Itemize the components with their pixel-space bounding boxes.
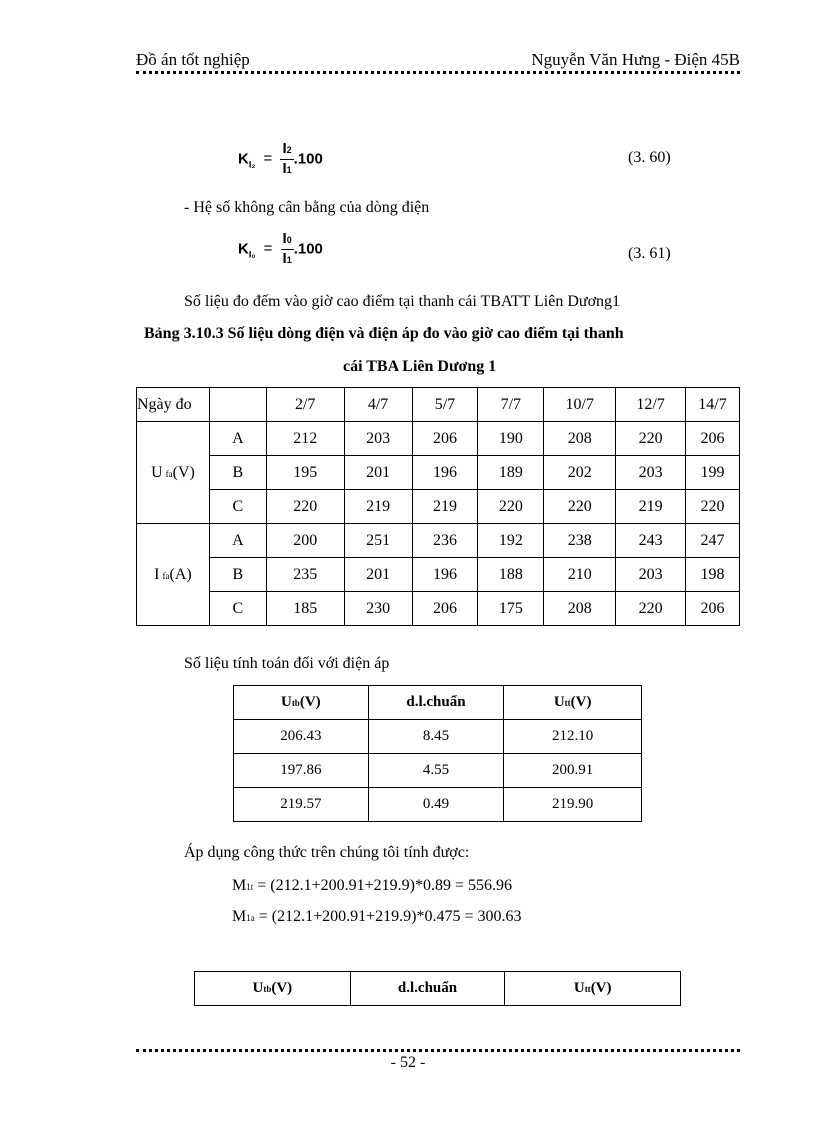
header-date: 14/7: [686, 388, 740, 422]
header-cell: [505, 972, 681, 1006]
table-header-row: [137, 388, 740, 422]
denominator-sub: 1: [286, 165, 292, 175]
value-cell: 220: [616, 422, 686, 456]
page-number: - 52 -: [390, 1054, 426, 1071]
equation-number-3-60: (3. 60): [628, 149, 671, 166]
table-header-row: [195, 972, 681, 1006]
value-cell: 236: [412, 524, 478, 558]
value-cell: 243: [616, 524, 686, 558]
group-symbol: I: [154, 565, 160, 583]
group-sub: fa: [165, 468, 173, 479]
calc-m1a: [232, 908, 521, 926]
header-phase-blank: [209, 388, 266, 422]
value-cell: 8.45: [368, 720, 504, 754]
group-label: [137, 524, 210, 626]
table-caption-line2: cái TBA Liên Dương 1: [343, 358, 497, 375]
bullet-text: - Hệ số không cân bằng của dòng điện: [184, 199, 430, 216]
value-cell: 188: [478, 558, 544, 592]
value-cell: 206: [412, 592, 478, 626]
value-cell: 206: [412, 422, 478, 456]
phase-cell: C: [209, 490, 266, 524]
table-row: [137, 422, 740, 456]
value-cell: 219: [412, 490, 478, 524]
header-cell: [368, 686, 504, 720]
value-cell: 210: [544, 558, 616, 592]
header-date: 4/7: [344, 388, 412, 422]
footer-divider: [136, 1049, 740, 1052]
header-date: 7/7: [478, 388, 544, 422]
header-date: 5/7: [412, 388, 478, 422]
value-cell: 189: [478, 456, 544, 490]
calc-m1a-symbol: M: [232, 908, 247, 925]
value-cell: 185: [266, 592, 344, 626]
formula-lhs-sub: I₀: [248, 249, 256, 260]
table-row: [137, 490, 740, 524]
paragraph-voltage-calc: Số liệu tính toán đối với điện áp: [184, 655, 390, 672]
table-row: [137, 456, 740, 490]
value-cell: 201: [344, 558, 412, 592]
table-row: [137, 592, 740, 626]
value-cell: 203: [616, 456, 686, 490]
header-sub: tb: [291, 698, 300, 708]
value-cell: 247: [686, 524, 740, 558]
value-cell: 206.43: [234, 720, 369, 754]
header-cell: [195, 972, 351, 1006]
value-cell: 220: [616, 592, 686, 626]
equation-number-3-61: (3. 61): [628, 245, 671, 262]
value-cell: 203: [344, 422, 412, 456]
table-row: [234, 754, 642, 788]
denominator: I: [282, 160, 287, 177]
group-label: [137, 422, 210, 524]
measurement-table: [136, 387, 740, 626]
formula-tail: .100: [293, 150, 323, 168]
header-main: U: [553, 694, 565, 710]
formula-3-60: $K_{I_2}$ = $\frac{I2}{I1}$ .100: [238, 140, 323, 177]
table-row: [137, 524, 740, 558]
value-cell: 198: [686, 558, 740, 592]
value-cell: 251: [344, 524, 412, 558]
value-cell: 208: [544, 422, 616, 456]
value-cell: 190: [478, 422, 544, 456]
header-sub: tb: [263, 984, 272, 994]
value-cell: 196: [412, 456, 478, 490]
calc-m1t: [232, 877, 512, 895]
value-cell: 200.91: [504, 754, 642, 788]
value-cell: 197.86: [234, 754, 369, 788]
value-cell: 219: [616, 490, 686, 524]
header-unit: (V): [271, 980, 293, 996]
value-cell: 208: [544, 592, 616, 626]
value-cell: 202: [544, 456, 616, 490]
header-main: U: [252, 980, 264, 996]
phase-cell: B: [209, 558, 266, 592]
value-cell: 212.10: [504, 720, 642, 754]
header-sub: tt: [564, 698, 571, 708]
header-divider: [136, 71, 740, 74]
phase-cell: A: [209, 524, 266, 558]
voltage-calc-table: [233, 685, 642, 822]
paragraph-measurement: Số liệu đo đếm vào giờ cao điểm tại thanh cái TBATT Liên Dương1: [184, 293, 621, 310]
header-left: Đồ án tốt nghiệp: [136, 50, 250, 69]
value-cell: 235: [266, 558, 344, 592]
value-cell: 220: [544, 490, 616, 524]
header-main: U: [280, 694, 292, 710]
value-cell: 238: [544, 524, 616, 558]
calc-m1t-expression: = (212.1+200.91+219.9)*0.89 = 556.96: [253, 877, 512, 894]
value-cell: 4.55: [368, 754, 504, 788]
formula-lhs: K: [238, 240, 249, 258]
group-symbol: U: [151, 463, 163, 481]
denominator-sub: 1: [286, 255, 292, 265]
value-cell: 206: [686, 422, 740, 456]
header-main: d.l.chuẩn: [397, 980, 458, 996]
value-cell: 175: [478, 592, 544, 626]
header-date: 10/7: [544, 388, 616, 422]
value-cell: 220: [266, 490, 344, 524]
value-cell: 219.57: [234, 788, 369, 822]
value-cell: 196: [412, 558, 478, 592]
formula-lhs-sub: I₂: [248, 159, 256, 170]
value-cell: 206: [686, 592, 740, 626]
header-main: d.l.chuẩn: [406, 694, 466, 710]
group-sub: fa: [162, 570, 170, 581]
formula-fraction: [280, 140, 293, 179]
table-row: [234, 788, 642, 822]
header-sub: tt: [584, 984, 591, 994]
calc-m1a-sub: 1a: [246, 913, 255, 923]
table-header-row: [234, 686, 642, 720]
paragraph-apply-formula: Áp dụng công thức trên chúng tôi tính được:: [184, 844, 470, 861]
phase-cell: C: [209, 592, 266, 626]
value-cell: 0.49: [368, 788, 504, 822]
header-unit: (V): [590, 980, 612, 996]
formula-3-61: $K_{I_0}$ = $\frac{I0}{I1}$ .100: [238, 230, 323, 267]
continued-table: [194, 971, 681, 1006]
calc-m1t-sub: 1t: [246, 882, 254, 892]
value-cell: 219: [344, 490, 412, 524]
value-cell: 219.90: [504, 788, 642, 822]
formula-fraction: [281, 230, 294, 269]
header-main: U: [573, 980, 585, 996]
value-cell: 220: [478, 490, 544, 524]
table-row: [234, 720, 642, 754]
formula-lhs: K: [238, 150, 249, 168]
value-cell: 230: [344, 592, 412, 626]
group-unit: (A): [169, 565, 192, 583]
value-cell: 203: [616, 558, 686, 592]
group-unit: (V): [172, 463, 195, 481]
numerator-sub: 2: [286, 145, 292, 155]
formula-tail: .100: [293, 240, 323, 258]
value-cell: 212: [266, 422, 344, 456]
numerator-sub: 0: [286, 235, 292, 245]
value-cell: 220: [686, 490, 740, 524]
numerator: I: [282, 230, 287, 247]
table-caption-line1: Bảng 3.10.3 Số liệu dòng điện và điện áp đo vào giờ cao điểm tại thanh: [144, 325, 624, 342]
header-unit: (V): [299, 694, 321, 710]
value-cell: 195: [266, 456, 344, 490]
header-date: 2/7: [266, 388, 344, 422]
header-cell: [504, 686, 642, 720]
table-row: [137, 558, 740, 592]
phase-cell: B: [209, 456, 266, 490]
calc-m1a-expression: = (212.1+200.91+219.9)*0.475 = 300.63: [254, 908, 522, 925]
value-cell: 200: [266, 524, 344, 558]
calc-m1t-symbol: M: [232, 877, 247, 894]
header-cell: [234, 686, 369, 720]
header-cell: [350, 972, 505, 1006]
header-right: Nguyễn Văn Hưng - Điện 45B: [531, 50, 740, 69]
value-cell: 199: [686, 456, 740, 490]
header-date: 12/7: [616, 388, 686, 422]
header-unit: (V): [570, 694, 592, 710]
phase-cell: A: [209, 422, 266, 456]
denominator: I: [282, 250, 287, 267]
header-date-label: Ngày đo: [137, 388, 210, 422]
value-cell: 201: [344, 456, 412, 490]
numerator: I: [282, 140, 287, 157]
value-cell: 192: [478, 524, 544, 558]
